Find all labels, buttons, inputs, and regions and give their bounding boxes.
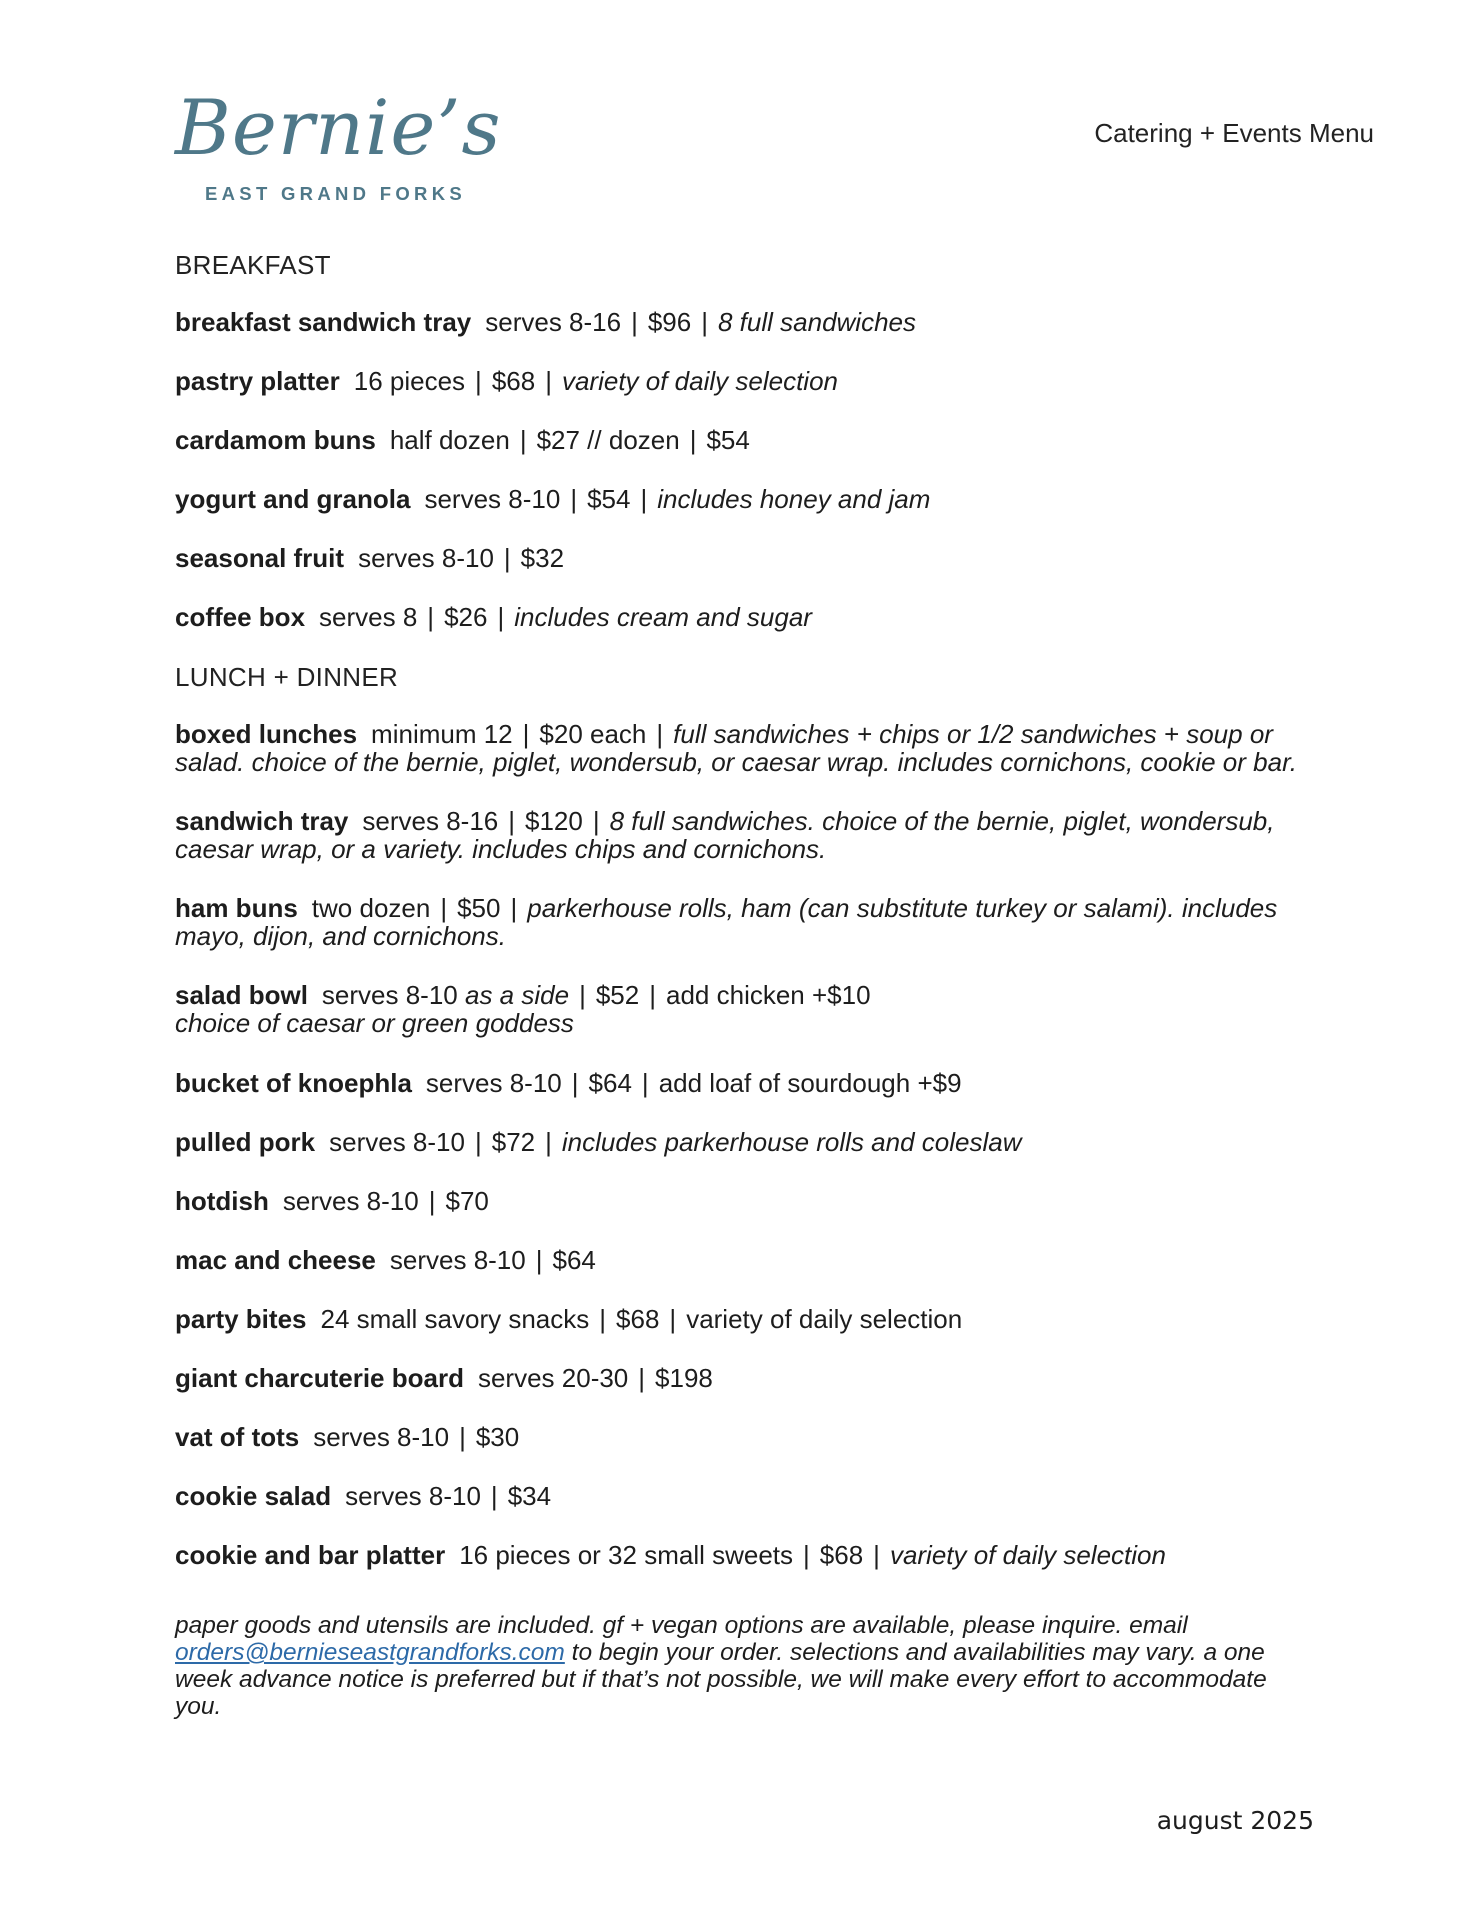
item-name: cookie salad	[175, 1481, 332, 1511]
item-name: breakfast sandwich tray	[175, 307, 472, 337]
item-note: as a side	[465, 980, 570, 1010]
item-price: $27 // dozen	[536, 425, 680, 455]
item-detail: 16 pieces or 32 small sweets	[459, 1540, 794, 1570]
item-note: includes honey and jam	[657, 484, 931, 514]
item-detail: serves 8-10	[358, 543, 494, 573]
menu-item: ham buns two dozen | $50 | parkerhouse rolls, ham (can substitute turkey or salami). includes mayo, dijon, and cornichons.	[175, 893, 1278, 951]
item-note: variety of daily selection	[561, 366, 838, 396]
menu-item: boxed lunches minimum 12 | $20 each | full sandwiches + chips or 1/2 sandwiches + soup or salad. choice of the bernie, piglet, wondersub, or caesar wrap. includes cornichons, cookie or bar.	[175, 719, 1297, 777]
item-price: $68	[491, 366, 536, 396]
item-detail: serves 20-30	[477, 1363, 629, 1393]
item-price: $96	[647, 307, 692, 337]
item-price: $52	[595, 980, 640, 1010]
item-name: cardamom buns	[175, 425, 376, 455]
item-price: $30	[475, 1422, 520, 1452]
item-name: giant charcuterie board	[175, 1363, 464, 1393]
item-name: seasonal fruit	[175, 543, 345, 573]
menu-item: salad bowl serves 8-10 as a side | $52 | add chicken +$10 choice of caesar or green goddess	[175, 981, 1300, 1037]
menu-item: sandwich tray serves 8-16 | $120 | 8 full sandwiches. choice of the bernie, piglet, wondersub, caesar wrap, or a variety. includes chips and cornichons.	[175, 806, 1275, 864]
item-note: parkerhouse rolls, ham (can substitute turkey or salami). includes mayo, dijon, and cornichons.	[175, 893, 1278, 951]
footer-note	[175, 1612, 1315, 1720]
item-detail: half dozen	[389, 425, 510, 455]
item-detail: serves 8-10	[424, 484, 561, 514]
item-detail: serves 8-10	[425, 1068, 562, 1098]
item-note: variety of daily selection	[889, 1540, 1166, 1570]
menu-item: vat of tots serves 8-10 | $30	[175, 1422, 520, 1452]
item-price: $20 each	[539, 719, 647, 749]
item-detail: two dozen	[311, 893, 431, 923]
menu-item: party bites 24 small savory snacks | $68 | variety of daily selection	[175, 1304, 963, 1334]
menu-item: mac and cheese serves 8-10 | $64	[175, 1245, 596, 1275]
item-addon: add loaf of sourdough +$9	[658, 1068, 962, 1098]
item-detail: 16 pieces	[353, 366, 466, 396]
item-name: bucket of knoephla	[175, 1068, 412, 1098]
item-detail: serves 8-10	[282, 1186, 419, 1216]
item-detail: serves 8-16	[485, 307, 622, 337]
item-detail: serves 8-10	[313, 1422, 450, 1452]
menu-item: breakfast sandwich tray serves 8-16 | $96 | 8 full sandwiches	[175, 307, 916, 337]
item-name: coffee box	[175, 602, 306, 632]
item-price: $34	[507, 1481, 552, 1511]
logo	[175, 80, 505, 210]
item-price: $70	[445, 1186, 489, 1216]
menu-item: hotdish serves 8-10 | $70	[175, 1186, 489, 1216]
menu-item: pulled pork serves 8-10 | $72 | includes parkerhouse rolls and coleslaw	[175, 1127, 1022, 1157]
item-detail: serves 8-10	[321, 980, 458, 1010]
item-note: 8 full sandwiches	[718, 307, 916, 337]
item-price: $54	[706, 425, 750, 455]
item-name: mac and cheese	[175, 1245, 376, 1275]
document-date: august 2025	[1156, 1806, 1314, 1835]
logo-location: EAST GRAND FORKS	[205, 183, 466, 204]
menu-item: seasonal fruit serves 8-10 | $32	[175, 543, 565, 573]
item-name: vat of tots	[175, 1422, 300, 1452]
menu-item: yogurt and granola serves 8-10 | $54 | includes honey and jam	[175, 484, 931, 514]
item-price: $64	[552, 1245, 596, 1275]
menu-item: bucket of knoephla serves 8-10 | $64 | add loaf of sourdough +$9	[175, 1068, 962, 1098]
item-extra: choice of caesar or green goddess	[175, 1008, 574, 1038]
item-detail: minimum 12	[371, 719, 513, 749]
item-price: $32	[520, 543, 565, 573]
item-detail: serves 8	[319, 602, 418, 632]
menu-item: cookie and bar platter 16 pieces or 32 small sweets | $68 | variety of daily selection	[175, 1540, 1166, 1570]
item-addon: add chicken +$10	[666, 980, 871, 1010]
item-note: 8 full sandwiches. choice of the bernie, piglet, wondersub, caesar wrap, or a variety. includes chips and cornichons.	[175, 806, 1275, 864]
footer-text: to begin your order. selections and availabilities may vary. a one week advance notice is preferred but if that’s not possible, we will make every effort to accommodate you.	[175, 1639, 1267, 1720]
document-title: Catering + Events Menu	[1094, 118, 1374, 148]
item-price: $198	[655, 1363, 713, 1393]
item-name: party bites	[175, 1304, 307, 1334]
item-name: salad bowl	[175, 980, 308, 1010]
menu-item: coffee box serves 8 | $26 | includes cream and sugar	[175, 602, 812, 632]
item-price: $120	[525, 806, 583, 836]
email-link[interactable]: orders@bernieseastgrandforks.com	[175, 1639, 565, 1666]
section-title-lunch-dinner: LUNCH + DINNER	[175, 662, 399, 692]
item-price: $54	[587, 484, 631, 514]
item-detail: serves 8-10	[329, 1127, 465, 1157]
item-price: $68	[616, 1304, 660, 1334]
item-price: $64	[588, 1068, 632, 1098]
item-name: cookie and bar platter	[175, 1540, 446, 1570]
item-name: pulled pork	[175, 1127, 316, 1157]
item-name: hotdish	[175, 1186, 269, 1216]
item-detail: serves 8-16	[362, 806, 499, 836]
logo-wordmark: Bernie’s	[175, 83, 502, 172]
item-name: ham buns	[175, 893, 298, 923]
item-detail: variety of daily selection	[686, 1304, 963, 1334]
menu-item: cookie salad serves 8-10 | $34	[175, 1481, 552, 1511]
item-price: $68	[819, 1540, 864, 1570]
item-price: $26	[444, 602, 488, 632]
section-title-breakfast: BREAKFAST	[175, 250, 331, 280]
item-name: yogurt and granola	[175, 484, 411, 514]
item-price: $72	[491, 1127, 536, 1157]
item-note: includes parkerhouse rolls and coleslaw	[561, 1127, 1022, 1157]
item-detail: serves 8-10	[389, 1245, 526, 1275]
item-detail: 24 small savory snacks	[320, 1304, 590, 1334]
item-note: includes cream and sugar	[514, 602, 812, 632]
menu-item: cardamom buns half dozen | $27 // dozen | $54	[175, 425, 750, 455]
item-note: full sandwiches + chips or 1/2 sandwiches + soup or salad. choice of the bernie, piglet, wondersub, or caesar wrap. includes cornichons, cookie or bar.	[175, 719, 1297, 777]
item-name: pastry platter	[175, 366, 340, 396]
item-detail: serves 8-10	[345, 1481, 481, 1511]
footer-text: paper goods and utensils are included. gf + vegan options are available, please inquire. email	[175, 1612, 1188, 1639]
menu-item: pastry platter 16 pieces | $68 | variety of daily selection	[175, 366, 838, 396]
item-price: $50	[457, 893, 501, 923]
item-name: sandwich tray	[175, 806, 349, 836]
menu-item: giant charcuterie board serves 20-30 | $198	[175, 1363, 713, 1393]
item-name: boxed lunches	[175, 719, 358, 749]
